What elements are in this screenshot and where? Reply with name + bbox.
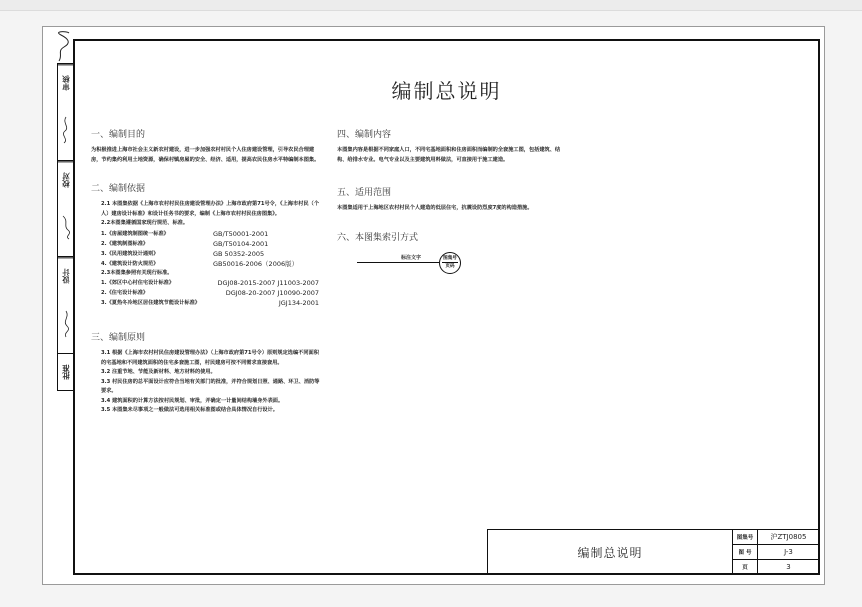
title-block-row	[733, 530, 819, 545]
principle-item: 3.4 建筑面积的计算方法按村民规划、审批，并确定一计量间结构墙身外表面。	[101, 397, 284, 404]
title-block	[487, 529, 819, 574]
page-value: 3	[786, 563, 791, 571]
signature-check	[58, 198, 74, 257]
section-purpose-heading: 一、编制目的	[91, 130, 146, 140]
national-standard-row: 4.《建筑设计防火规范》 GB50016-2006（2006版）	[101, 259, 299, 268]
signature-review	[58, 101, 74, 160]
section-basis-heading: 二、编制依据	[91, 184, 146, 194]
drawing-number-label: 图 号	[733, 545, 758, 559]
local-standard-row: 3.《夏热冬冷地区居住建筑节能设计标准》 JGJ134-2001	[101, 299, 319, 307]
index-label: 标注文字	[401, 254, 422, 261]
section-content-heading: 四、编制内容	[337, 130, 392, 140]
right-column	[337, 127, 569, 275]
signature-mark-top	[55, 29, 73, 63]
basis-paragraph-3: 2.3本图集参照有关现行标准。	[101, 269, 173, 276]
section-scope-text: 本图集适用于上海地区农村村民个人建造的低层住宅，抗震设防烈度7度的构造措施。	[337, 205, 533, 211]
section-purpose	[91, 127, 323, 165]
national-standard-row: 3.《民用建筑设计通则》 GB 50352-2005	[101, 249, 265, 258]
drawing-number-value: J-3	[784, 548, 793, 556]
title-block-row	[733, 560, 819, 574]
national-standard-row: 2.《建筑制图标准》 GB/T50104-2001	[101, 239, 269, 248]
drawing-frame	[73, 39, 820, 575]
page-label: 页	[733, 560, 758, 574]
viewer-top-bar	[0, 0, 862, 11]
section-scope-heading: 五、适用范围	[337, 188, 392, 198]
binding-strip	[57, 63, 74, 391]
principle-item: 3.3 村民住房的总平面设计应符合当地有关部门的批准，并符合规划日照、通路、环卫、消防等要求。	[101, 378, 320, 394]
index-circle-bottom: 页码	[445, 264, 455, 269]
title-block-title: 编制总说明	[488, 530, 733, 574]
section-content-text: 本图集内容是根据不同家庭人口，不同宅基地面积和住房面积而编制的全套施工图，包括建筑、结构、给排水专业。电气专业以及主要建筑用料做法，可直接用于施工建造。	[337, 147, 561, 163]
index-symbol	[357, 251, 497, 275]
basis-paragraph-1: 2.1 本图集依据《上海市农村村民住房建设管理办法》上海市政府第71号令，《上海市村民（个人）建房设计标准》和设计任务书的要求，编制《上海市农村村民住房图集》。	[101, 201, 319, 217]
index-circle-divider	[442, 262, 458, 263]
principle-item: 3.5 本图集未尽事项之一般做法可选用相关标准图或结合具体情况自行设计。	[101, 407, 278, 413]
index-leader-line	[357, 262, 439, 263]
title-block-row	[733, 545, 819, 560]
basis-paragraph-2: 2.2本图集遵循国家现行规范、标准。	[101, 220, 189, 226]
atlas-number-label: 图集号	[733, 530, 758, 544]
section-principles-heading: 三、编制原则	[91, 333, 146, 343]
atlas-number-value: 沪ZTJ0805	[770, 533, 807, 541]
local-standard-row: 2.《住宅设计标准》 DGJ08-20-2007 J10090-2007	[101, 289, 319, 297]
drawing-sheet	[42, 26, 825, 585]
principle-item: 3.2 注重节地、节能及新材料、地方材料的使用。	[101, 369, 216, 375]
section-index	[337, 230, 569, 275]
index-circle-top: 图集号	[443, 255, 457, 261]
section-basis	[91, 181, 323, 308]
section-purpose-text: 为积极推进上海市社会主义新农村建设，进一步加强农村村民个人住房建设管理，引导农民合理建房，节约集约利用土地资源，确保村镇房屋的安全、经济、适用，提高农民住房水平特编制本图集。	[91, 147, 320, 163]
section-content	[337, 127, 569, 165]
section-scope	[337, 185, 569, 214]
national-standard-row: 1.《房屋建筑制图统一标准》 GB/T50001-2001	[101, 229, 269, 238]
title-block-grid	[733, 530, 819, 574]
document-title: 编制总说明	[391, 79, 502, 103]
strip-label-design: 设计	[58, 257, 74, 294]
strip-label-review: 审核	[58, 64, 74, 101]
signature-design	[58, 294, 74, 353]
principle-item: 3.1 根据《上海市农村村民住房建设管理办法》（上海市政府第71号令）原则规定选编不同面积的宅基地和不同建筑面积的住宅多套施工图，村民建房可按不同需求直接套用。	[101, 350, 319, 366]
local-standard-row: 1.《郊区中心村住宅设计标准》 DGJ08-2015-2007 J11003-2007	[101, 279, 319, 287]
strip-label-approve: 批准	[61, 364, 71, 380]
index-circle	[439, 252, 461, 274]
strip-label-check: 校对	[58, 161, 74, 198]
section-principles	[91, 330, 323, 416]
section-index-heading: 六、本图集索引方式	[337, 232, 419, 243]
left-column	[91, 127, 323, 416]
